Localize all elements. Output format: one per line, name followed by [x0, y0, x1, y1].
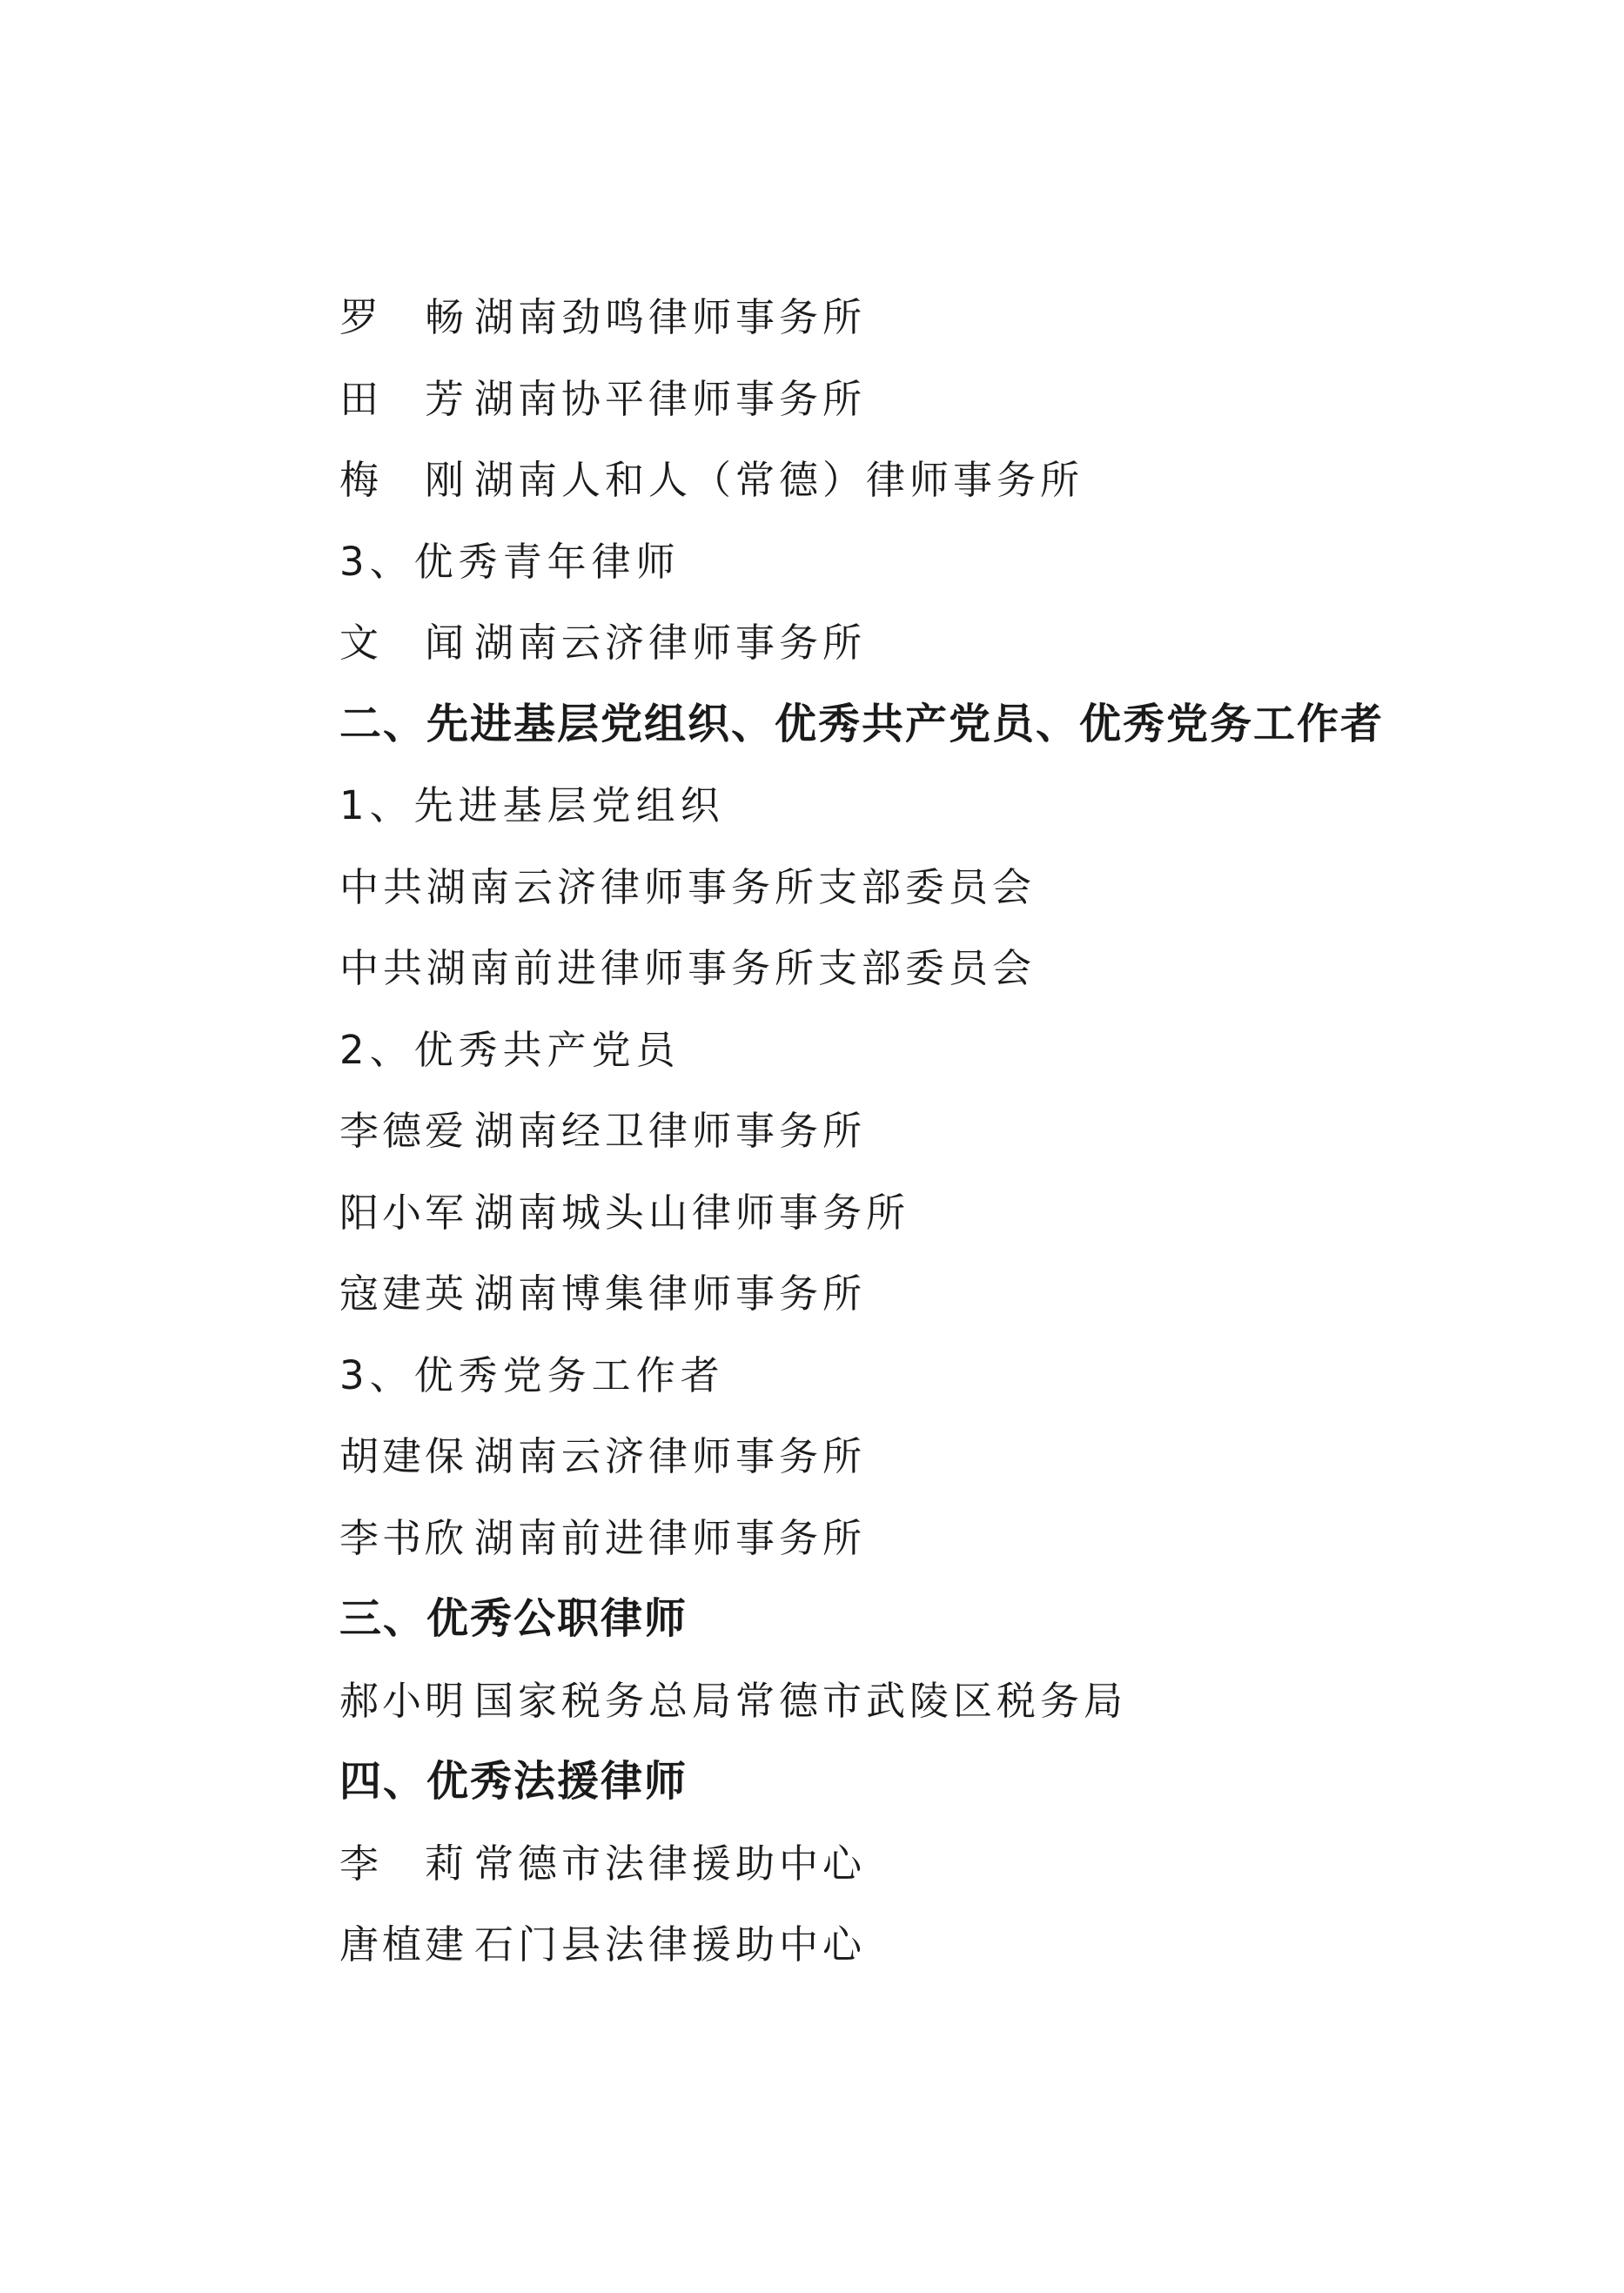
- subsection-title: 3、优秀青年律师: [339, 538, 681, 585]
- person-name: 田 芳: [339, 375, 468, 422]
- organization-name: 湖南劲鸣律师事务所: [474, 294, 867, 340]
- list-item: [339, 602, 1471, 684]
- person-name: 罗 畅: [339, 294, 468, 340]
- organization-name: 湖南云济律师事务所: [474, 620, 867, 666]
- organization-name: 湖南经卫律师事务所: [474, 1108, 867, 1154]
- organization-name: 湖南人和人（常德）律师事务所: [474, 457, 1084, 503]
- list-item: [339, 1904, 1471, 1986]
- list-item: [339, 277, 1471, 359]
- organization-name: 湖南协平律师事务所: [474, 375, 867, 422]
- person-name: 郝小明: [339, 1677, 468, 1724]
- organization-name: 国家税务总局常德市武陵区税务局: [474, 1677, 1128, 1724]
- list-item: [339, 1498, 1471, 1579]
- list-item: [339, 1172, 1471, 1254]
- organization-name: 湖南云济律师事务所: [474, 1433, 867, 1479]
- person-name: 李德爱: [339, 1108, 468, 1154]
- person-name: 胡建保: [339, 1433, 468, 1479]
- organization-name: 湖南城头山律师事务所: [474, 1189, 910, 1236]
- list-item: [339, 1253, 1471, 1335]
- subsection-title: 1、先进基层党组织: [339, 782, 725, 828]
- list-item: [339, 439, 1471, 521]
- person-name: 文 闻: [339, 620, 468, 666]
- section-heading: 四、优秀法援律师: [339, 1757, 688, 1806]
- organization-item: 中共湖南前进律师事务所支部委员会: [339, 945, 1037, 991]
- list-item: [339, 1090, 1471, 1172]
- list-item: [339, 1660, 1471, 1742]
- list-item: [339, 1416, 1471, 1498]
- person-name: 梅 刚: [339, 457, 468, 503]
- person-name: 唐植建: [339, 1921, 468, 1968]
- organization-name: 常德市法律援助中心: [474, 1840, 867, 1887]
- person-name: 李 莉: [339, 1840, 468, 1887]
- subsection-title: 2、优秀共产党员: [339, 1026, 681, 1073]
- document-body: [339, 277, 1471, 1986]
- person-name: 阳小军: [339, 1189, 468, 1236]
- organization-name: 湖南博集律师事务所: [474, 1271, 867, 1317]
- organization-item: 中共湖南云济律师事务所支部委员会: [339, 863, 1037, 910]
- list-item: [339, 359, 1471, 440]
- person-name: 李书欣: [339, 1514, 468, 1561]
- organization-name: 石门县法律援助中心: [474, 1921, 867, 1968]
- list-item: [339, 1823, 1471, 1905]
- person-name: 寇建英: [339, 1271, 468, 1317]
- subsection-title: 3、优秀党务工作者: [339, 1351, 725, 1398]
- section-heading: 三、优秀公职律师: [339, 1594, 688, 1643]
- section-heading: 二、先进基层党组织、优秀共产党员、优秀党务工作者: [339, 699, 1385, 748]
- organization-name: 湖南前进律师事务所: [474, 1514, 867, 1561]
